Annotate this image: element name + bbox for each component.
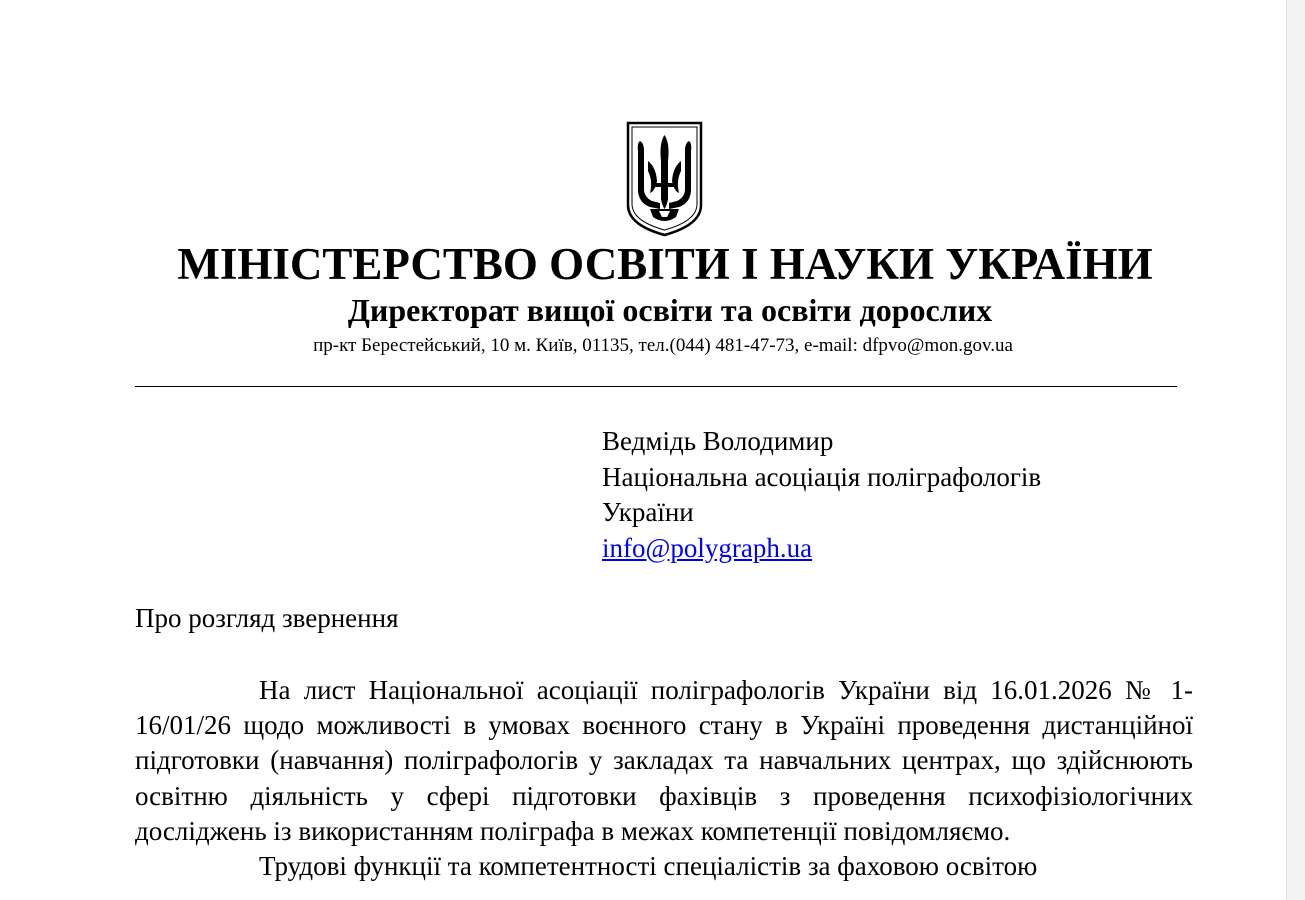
addressee-name: Ведмідь Володимир (602, 426, 834, 456)
addressee-organization-line2: України (602, 497, 694, 527)
letter-body (135, 673, 1193, 884)
letterhead-address: пр-кт Берестейський, 10 м. Київ, 01135, тел.(044) 481-47-73, e-mail: dfpvo@mon.gov.ua (313, 335, 1013, 356)
body-paragraph: На лист Національної асоціації поліграфологів України від 16.01.2026 № 1-16/01/26 щодо можливості в умовах воєнного стану в Україні проведення дистанційної підготовки (навчання) поліграфологів у закладах та навчальних центрах, що здійснюють освітню діяльність у сфері підготовки фахівців з проведення психофізіологічних досліджень із використанням поліграфа в межах компетенції повідомляємо. (135, 675, 1193, 846)
letterhead-divider (135, 386, 1177, 387)
addressee-email-link[interactable]: info@polygraph.ua (602, 532, 813, 563)
vertical-scrollbar[interactable] (1286, 0, 1305, 900)
directorate-title: Директорат вищої освіти та освіти дорослих (347, 292, 993, 328)
ukraine-trident-emblem-icon (626, 121, 703, 237)
addressee-block (602, 424, 1202, 566)
ministry-title: МІНІСТЕРСТВО ОСВІТИ І НАУКИ УКРАЇНИ (177, 239, 1153, 289)
addressee-organization-line1: Національна асоціація поліграфологів (602, 461, 1042, 492)
letter-subject: Про розгляд звернення (135, 603, 399, 633)
body-paragraph: Трудові функції та компетентності спеціалістів за фаховою освітою (259, 851, 1038, 882)
